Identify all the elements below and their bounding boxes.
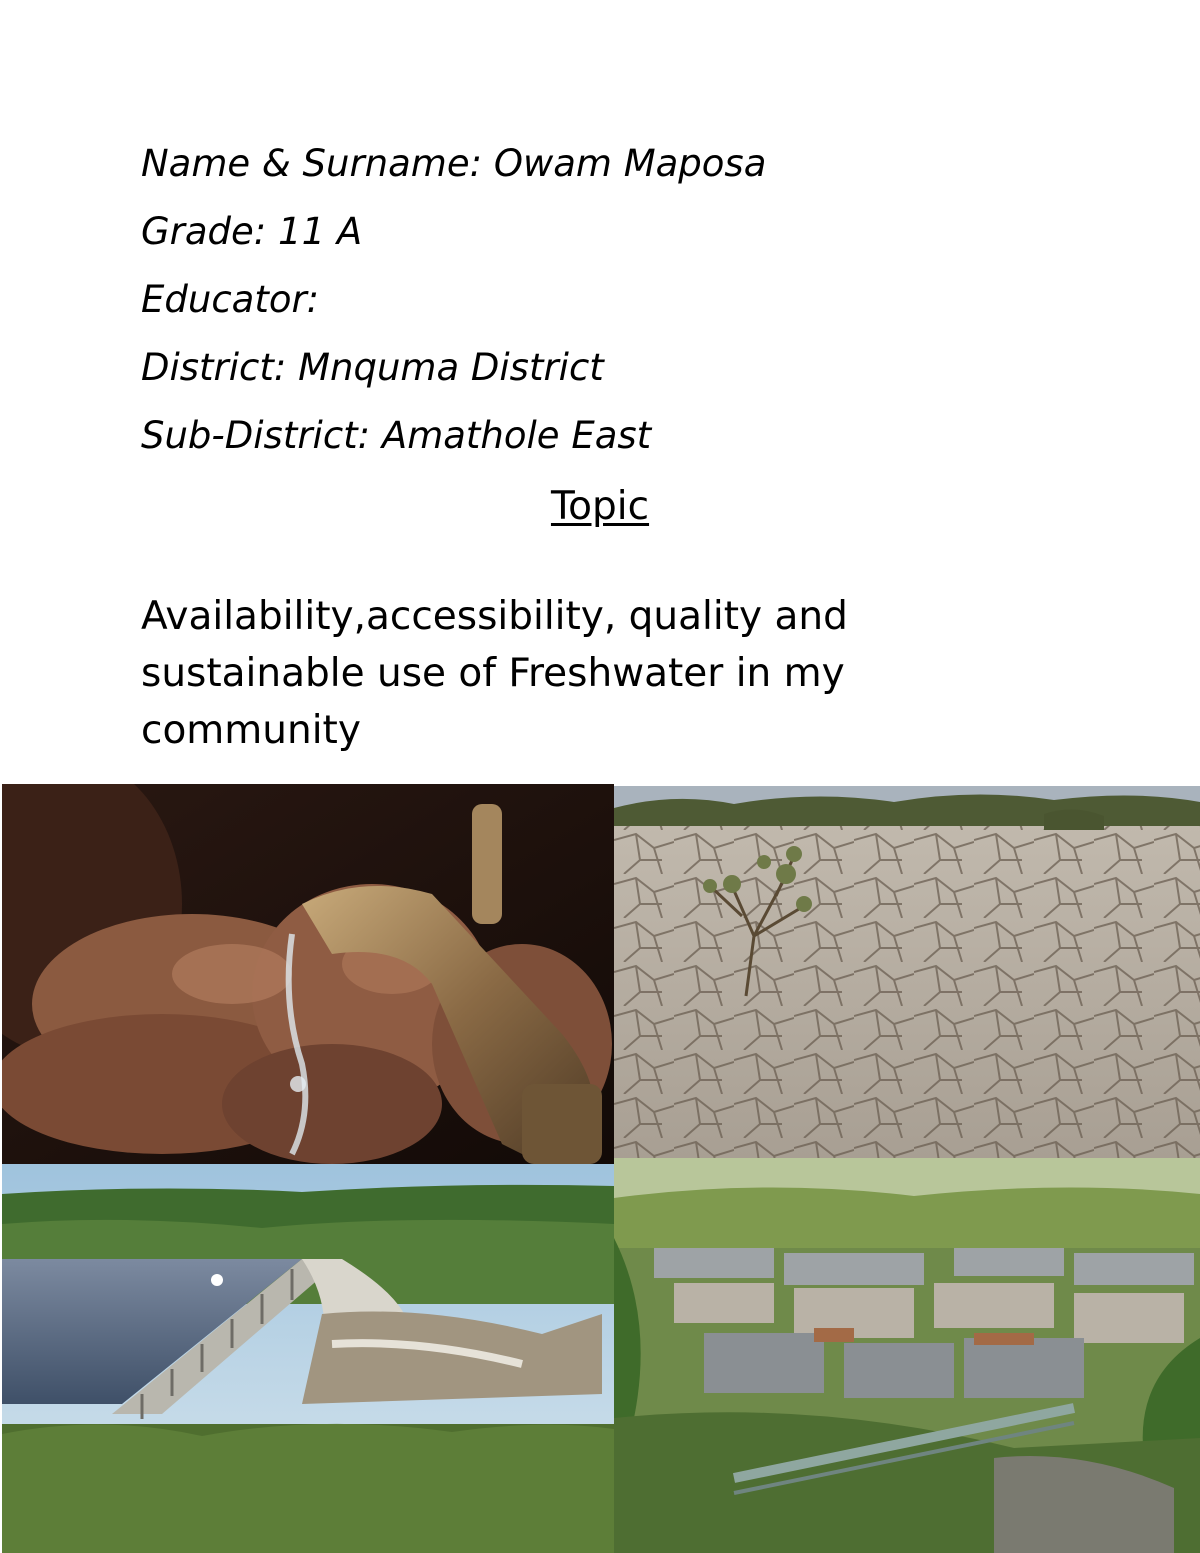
topic-text: Availability,accessibility, quality and sustainable use of Freshwater in my community <box>141 594 848 753</box>
grade-line: Grade: 11 A <box>141 210 363 253</box>
dam-photo <box>2 1164 614 1553</box>
district-line: District: Mnquma District <box>141 346 604 389</box>
hands-tap-photo <box>2 784 614 1164</box>
name-line: Name & Surname: Owam Maposa <box>141 142 767 185</box>
dry-land-photo <box>614 786 1200 1158</box>
subdistrict-line: Sub-District: Amathole East <box>141 414 652 457</box>
topic-heading: Topic <box>550 484 650 529</box>
educator-line: Educator: <box>141 278 320 321</box>
settlement-photo <box>614 1158 1200 1553</box>
